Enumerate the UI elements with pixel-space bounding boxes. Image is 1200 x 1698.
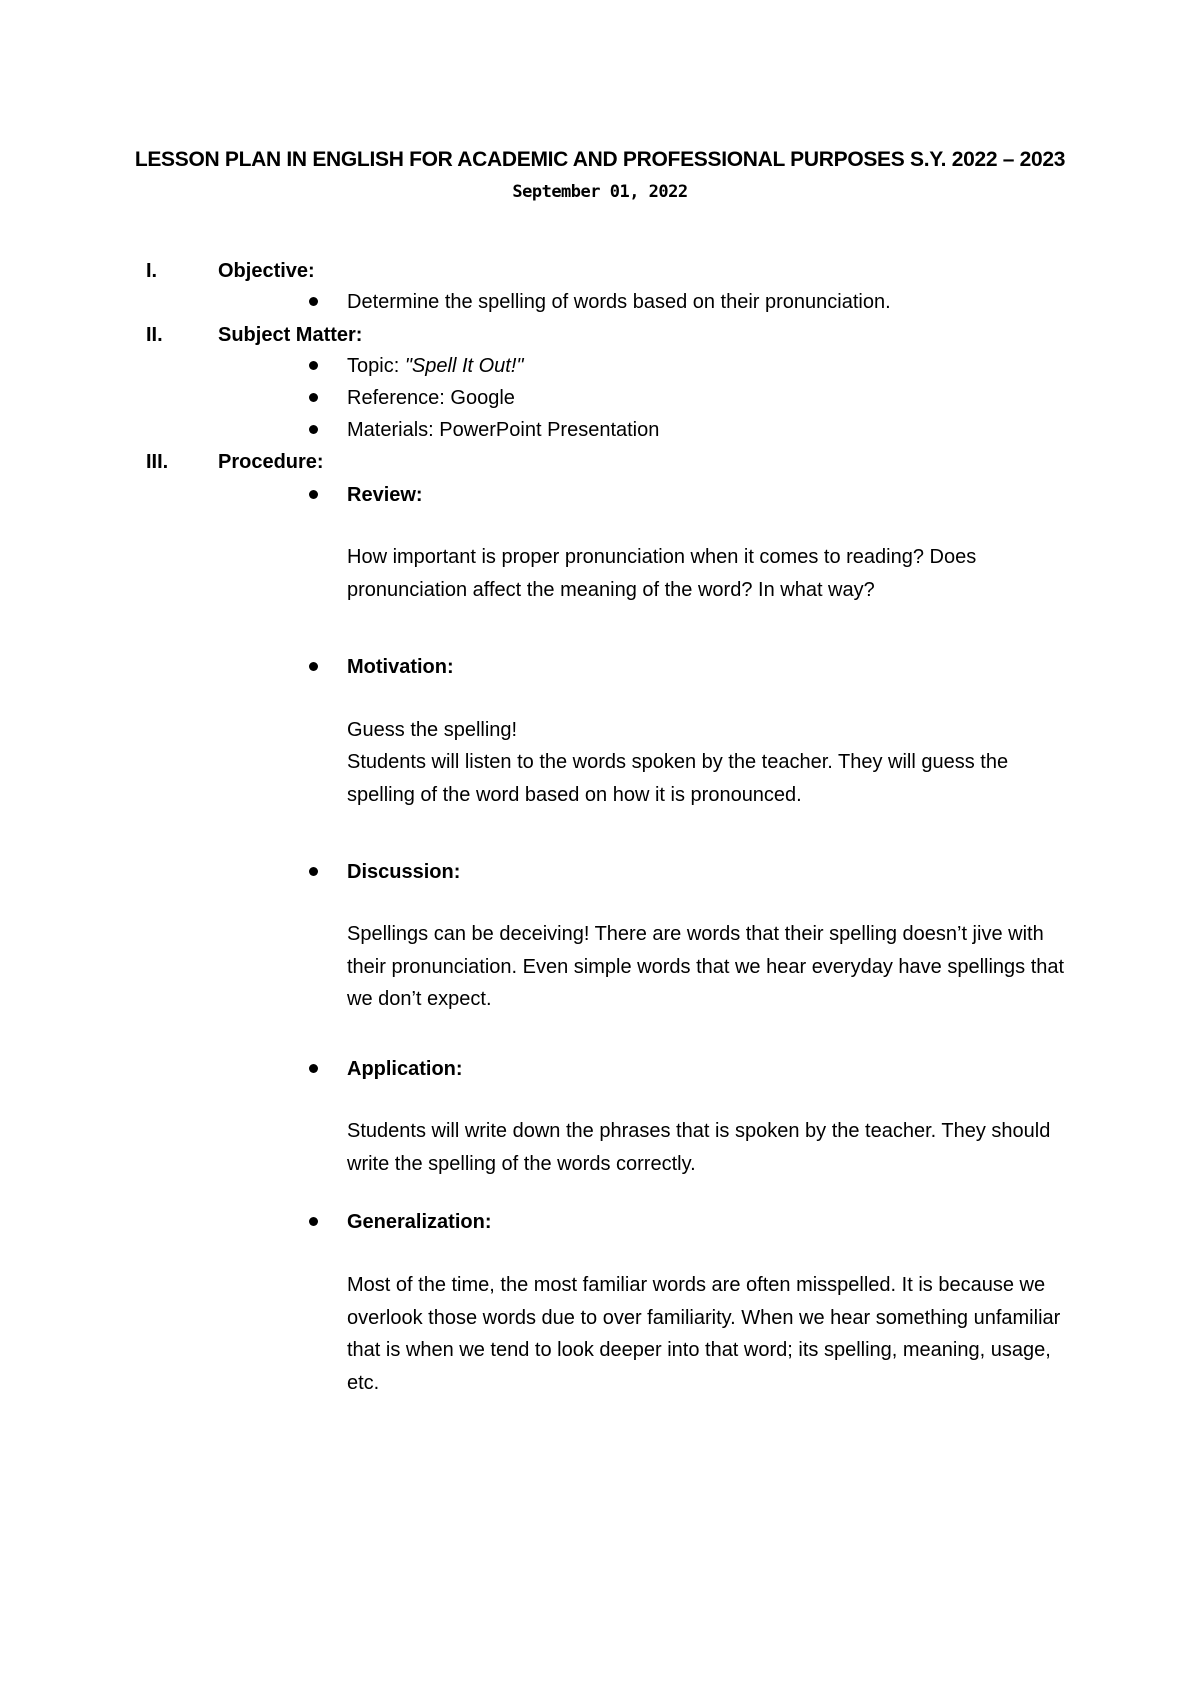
generalization-heading: Generalization: bbox=[347, 1211, 492, 1233]
application-heading: Application: bbox=[347, 1058, 463, 1080]
bullet-icon bbox=[309, 361, 318, 370]
discussion-heading: Discussion: bbox=[347, 861, 461, 883]
section-number-objective: I. bbox=[146, 260, 158, 282]
bullet-icon bbox=[309, 297, 318, 306]
topic-value: "Spell It Out!" bbox=[404, 355, 524, 377]
bullet-icon bbox=[309, 1064, 318, 1073]
bullet-icon bbox=[309, 425, 318, 434]
motivation-heading: Motivation: bbox=[347, 656, 454, 678]
bullet-icon bbox=[309, 1217, 318, 1226]
section-heading-procedure: Procedure: bbox=[218, 451, 324, 473]
reference-item: Reference: Google bbox=[347, 387, 515, 409]
section-number-subject-matter: II. bbox=[146, 324, 163, 346]
generalization-text: Most of the time, the most familiar words are often misspelled. It is because we overlook those words due to over familiarity. When we hear something unfamiliar that is when we tend to look deeper into that word; its spelling, meaning, usage, etc. bbox=[347, 1274, 1061, 1394]
motivation-line: Guess the spelling! bbox=[347, 719, 518, 741]
section-heading-objective: Objective: bbox=[218, 260, 315, 282]
bullet-icon bbox=[309, 662, 318, 671]
discussion-text: Spellings can be deceiving! There are words that their spelling doesn’t jive with their pronunciation. Even simple words that we hear everyday have spellings that we don’t expect. bbox=[347, 923, 1065, 1010]
topic-label: Topic: bbox=[347, 355, 405, 377]
materials-item: Materials: PowerPoint Presentation bbox=[347, 419, 660, 441]
section-number-procedure: III. bbox=[146, 451, 169, 473]
bullet-icon bbox=[309, 393, 318, 402]
application-text: Students will write down the phrases that is spoken by the teacher. They should write the spelling of the words correctly. bbox=[347, 1120, 1051, 1175]
review-heading: Review: bbox=[347, 484, 423, 506]
bullet-icon bbox=[309, 490, 318, 499]
topic-item bbox=[347, 355, 524, 378]
motivation-text: Students will listen to the words spoken by the teacher. They will guess the spelling of the word based on how it is pronounced. bbox=[347, 751, 1009, 806]
objective-item: Determine the spelling of words based on their pronunciation. bbox=[347, 291, 891, 313]
section-heading-subject-matter: Subject Matter: bbox=[218, 324, 363, 346]
bullet-icon bbox=[309, 867, 318, 876]
document-date: September 01, 2022 bbox=[512, 182, 688, 202]
review-text: How important is proper pronunciation when it comes to reading? Does pronunciation affect the meaning of the word? In what way? bbox=[347, 546, 977, 601]
document-title: LESSON PLAN IN ENGLISH FOR ACADEMIC AND PROFESSIONAL PURPOSES S.Y. 2022 – 2023 bbox=[134, 148, 1066, 171]
